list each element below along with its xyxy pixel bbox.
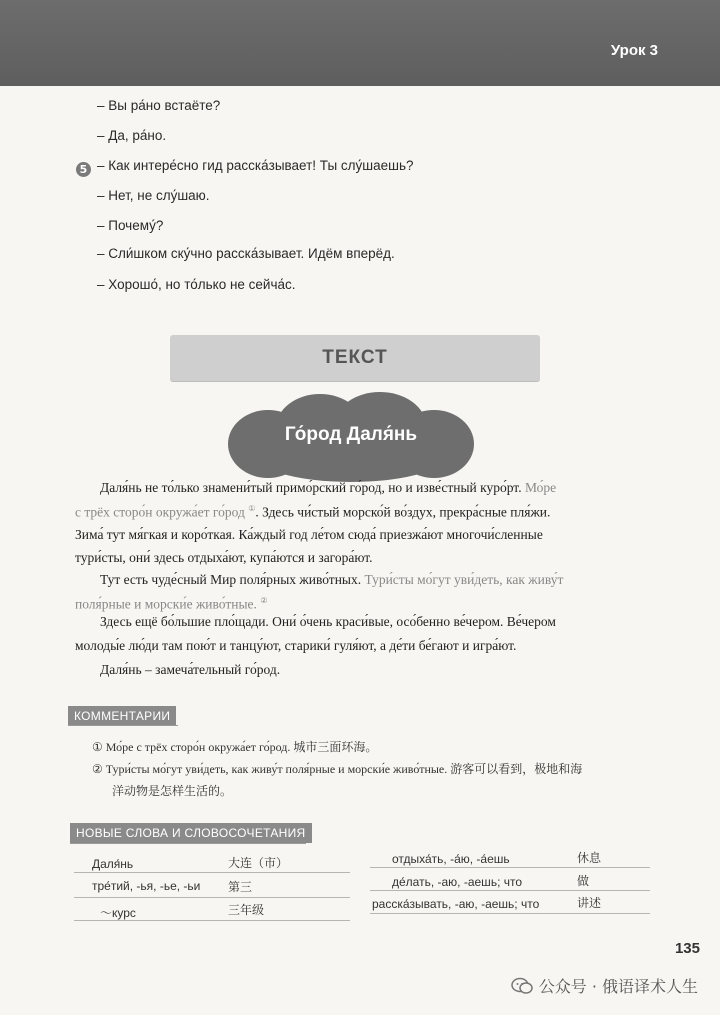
vocab-translation: 第三: [228, 880, 253, 894]
vocab-translation: 讲述: [577, 896, 602, 910]
text-span-gray: Тури́сты мо́гут уви́деть, как живу́т: [364, 572, 564, 587]
divider: [70, 843, 306, 844]
paragraph-line: [100, 572, 680, 588]
wechat-icon: [511, 977, 533, 995]
comment-line: ② Тури́сты мо́гут уви́деть, как живу́т поля́рные и морски́е живо́тные. 游客可以看到，极地和海: [92, 762, 583, 776]
section-banner: [170, 335, 540, 381]
vocab-word: ～курс: [100, 906, 136, 920]
dialog-line: – Хорошо́, но то́лько не сейча́с.: [97, 277, 296, 292]
exercise-number-badge: 5: [76, 162, 91, 177]
paragraph-line: молоды́е лю́ди там пою́т и танцу́ют, старики́ гуля́ют, а де́ти бе́гают и игра́ют.: [75, 638, 517, 653]
text-span-gray: поля́рные и морски́е живо́тные.: [75, 596, 257, 612]
text-span: Тут есть чуде́сный Мир поля́рных живо́тных.: [100, 572, 362, 587]
dialog-line: – Вы ра́но встаёте?: [97, 98, 221, 113]
lesson-label: Урок 3: [610, 42, 658, 59]
row-rule: [370, 890, 650, 891]
dialog-line: – Сли́шком ску́чно расска́зывает. Идём вперёд.: [97, 246, 395, 261]
paragraph-line: тури́сты, они́ здесь отдыха́ют, купа́ются и загора́ют.: [75, 550, 373, 565]
text-title: Го́род Даля́нь: [284, 424, 418, 445]
text-span-gray: Мо́ре: [524, 480, 557, 495]
watermark-text: 公众号 · 俄语译术人生: [538, 977, 698, 996]
vocab-word: отдыха́ть, -а́ю, -а́ешь: [392, 852, 510, 866]
paragraph-line: Зима́ тут мя́гкая и коро́ткая. Ка́ждый год ле́том сюда́ приезжа́ют многочи́сленные: [75, 527, 543, 542]
vocab-translation: 做: [577, 874, 590, 888]
paragraph-line: [75, 504, 655, 521]
vocab-word: расска́зывать, -аю, -аешь; что: [372, 897, 540, 911]
row-rule: [74, 897, 350, 898]
vocab-word: Даля́нь: [92, 857, 134, 871]
footnote-ref: ②: [260, 596, 268, 605]
row-rule: [74, 872, 350, 873]
dialog-line: – Да, ра́но.: [97, 128, 167, 143]
text-span: . Здесь чи́стый морско́й во́здух, прекра́сные пля́жи.: [255, 504, 551, 520]
paragraph-line: [75, 596, 655, 613]
vocabulary-heading: НОВЫЕ СЛОВА И СЛОВОСОЧЕТАНИЯ: [70, 823, 312, 843]
vocab-word: тре́тий, -ья, -ье, -ьи: [92, 879, 201, 893]
watermark: [511, 974, 698, 997]
row-rule: [74, 920, 350, 921]
comments-heading: КОММЕНТАРИИ: [68, 706, 176, 726]
vocab-translation: 大连（市）: [228, 856, 289, 870]
paragraph-line: [100, 480, 680, 496]
footnote-ref: ①: [248, 504, 256, 513]
page-number: 135: [674, 940, 700, 957]
vocab-word: де́лать, -аю, -аешь; что: [392, 875, 523, 889]
comment-line: 洋动物是怎样生活的。: [112, 784, 233, 798]
vocab-translation: 三年级: [228, 903, 265, 917]
text-span-gray: с трёх сторо́н окружа́ет го́род: [75, 504, 245, 520]
dialog-line: – Нет, не слу́шаю.: [97, 188, 210, 203]
comment-line: ① Мо́ре с трёх сторо́н окружа́ет го́род. 城市三面环海。: [92, 740, 378, 754]
vocab-translation: 休息: [577, 851, 602, 865]
paragraph-line: Даля́нь – замеча́тельный го́род.: [100, 662, 281, 677]
dialog-line: – Почему́?: [97, 218, 164, 233]
dialog-line: – Как интере́сно гид расска́зывает! Ты слу́шаешь?: [97, 158, 414, 173]
paragraph-line: Здесь ещё бо́льшие пло́щади. Они́ о́чень краси́вые, осо́бенно ве́чером. Ве́чером: [100, 614, 556, 629]
row-rule: [370, 867, 650, 868]
section-banner-title: ТЕКСТ: [322, 347, 388, 368]
row-rule: [370, 913, 650, 914]
text-span: Даля́нь не то́лько знамени́тый примо́рский го́род, но и изве́стный куро́рт.: [100, 480, 522, 495]
divider: [68, 725, 178, 726]
